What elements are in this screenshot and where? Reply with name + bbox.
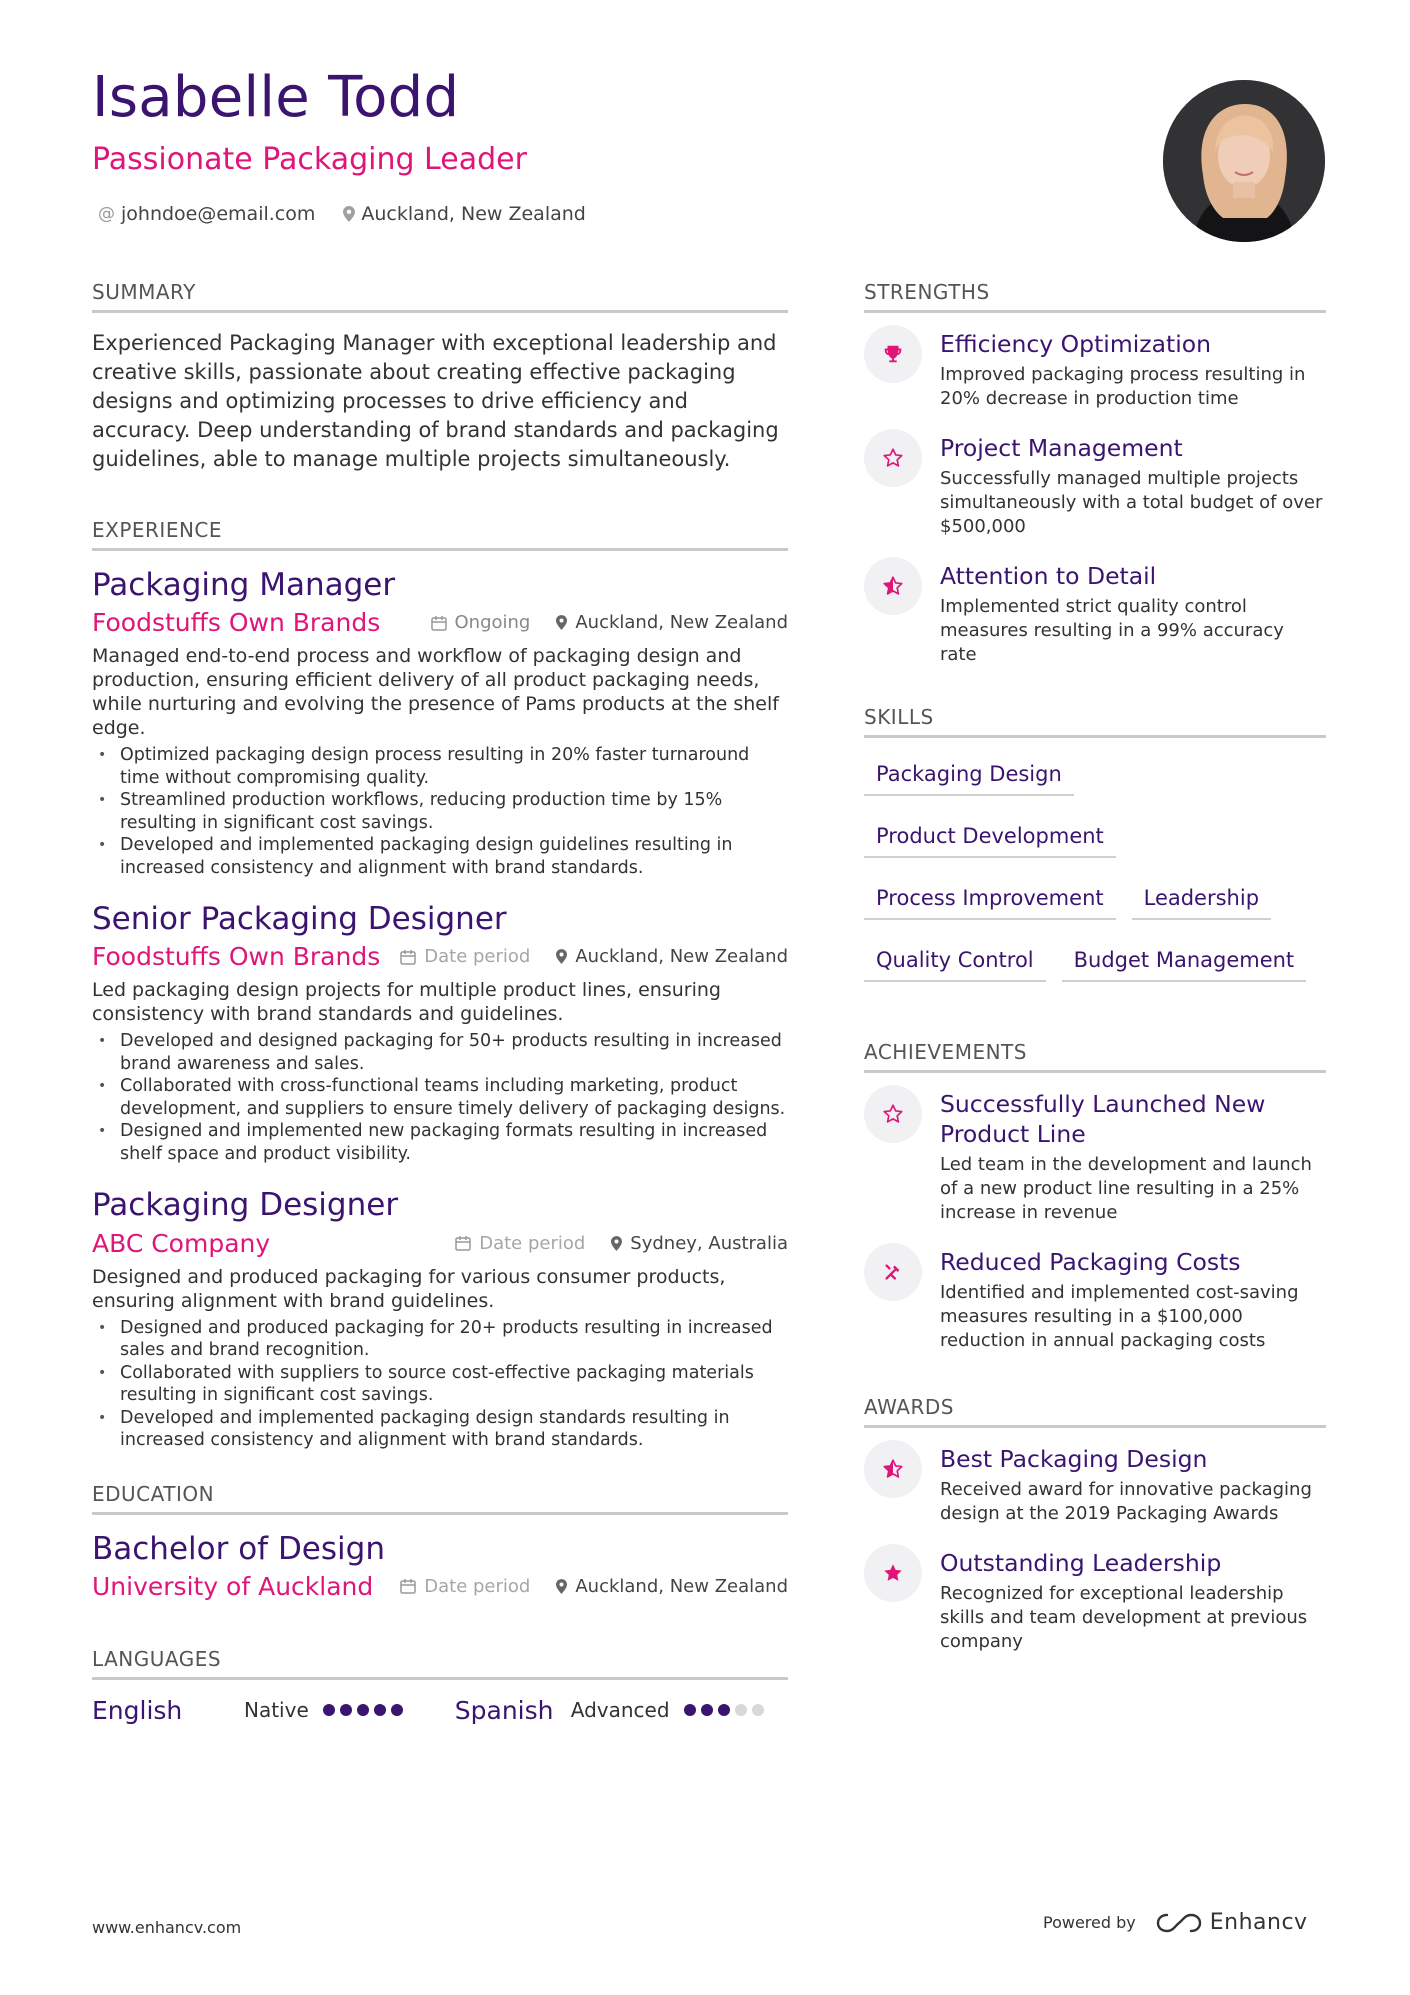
star-filled-icon <box>864 1544 922 1602</box>
rating-dot <box>374 1704 386 1716</box>
skills-section <box>864 705 1326 982</box>
email-text: johndoe@email.com <box>121 203 316 225</box>
language-level: Native <box>244 1698 309 1723</box>
company-name: Foodstuffs Own Brands <box>92 608 381 638</box>
job-date <box>431 612 531 633</box>
item-text <box>940 1444 1326 1526</box>
award-item <box>864 1548 1326 1654</box>
education-meta <box>92 1572 788 1601</box>
job-location-text: Auckland, New Zealand <box>575 946 788 968</box>
job-meta-right <box>455 1233 788 1254</box>
rating-dot <box>684 1704 696 1716</box>
language-level: Advanced <box>570 1698 670 1723</box>
achievements-list <box>864 1089 1326 1353</box>
job-bullet: • Collaborated with suppliers to source cost-effective packaging materials resulting in significant cost savings. <box>92 1362 788 1407</box>
experience-heading: EXPERIENCE <box>92 518 788 551</box>
language-name: English <box>92 1695 183 1725</box>
star-outline-icon <box>864 1085 922 1143</box>
language-name: Spanish <box>454 1695 554 1725</box>
awards-section <box>864 1395 1326 1654</box>
summary-section <box>92 280 788 474</box>
item-title: Successfully Launched New Product Line <box>940 1090 1266 1148</box>
item-title: Outstanding Leadership <box>940 1549 1222 1577</box>
company-name: Foodstuffs Own Brands <box>92 942 381 972</box>
contact-email[interactable] <box>98 203 315 225</box>
strength-item <box>864 433 1326 539</box>
achievements-section <box>864 1040 1326 1353</box>
item-title: Reduced Packaging Costs <box>940 1248 1241 1276</box>
skill-tag: Product Development <box>864 816 1116 858</box>
achievements-heading: ACHIEVEMENTS <box>864 1040 1326 1073</box>
item-description: Implemented strict quality control measures resulting in a 99% accuracy rate <box>940 596 1284 665</box>
language-item <box>92 1696 403 1725</box>
language-rating <box>684 1704 764 1716</box>
item-text <box>940 329 1326 411</box>
job-description: Managed end-to-end process and workflow of packaging design and production, ensuring efficient delivery of all product packaging needs, while nurturing and evolving the presence of Pams products at the shelf edge. <box>92 645 779 740</box>
item-title: Best Packaging Design <box>940 1445 1208 1473</box>
item-description: Improved packaging process resulting in 20% decrease in production time <box>940 364 1306 409</box>
award-item <box>864 1444 1326 1526</box>
at-icon: @ <box>98 204 115 224</box>
calendar-icon <box>431 615 447 631</box>
candidate-name: Isabelle Todd <box>92 65 460 130</box>
item-title: Efficiency Optimization <box>940 330 1211 358</box>
rating-dot <box>340 1704 352 1716</box>
skills-list <box>864 754 1326 982</box>
language-rating <box>323 1704 403 1716</box>
job-description: Led packaging design projects for multiple product lines, ensuring consistency with brand standards and guidelines. <box>92 979 721 1026</box>
job-bullet: • Developed and implemented packaging design standards resulting in increased consistency and alignment with brand standards. <box>92 1407 788 1452</box>
footer-website[interactable]: www.enhancv.com <box>92 1918 242 1937</box>
powered-by-text: Powered by <box>1043 1913 1136 1932</box>
job-description: Designed and produced packaging for various consumer products, ensuring alignment with brand guidelines. <box>92 1265 726 1312</box>
job-date-text: Ongoing <box>454 612 531 634</box>
skill-tag: Process Improvement <box>864 878 1116 920</box>
experience-entry <box>92 1187 788 1451</box>
calendar-icon <box>400 1578 416 1594</box>
awards-list <box>864 1444 1326 1654</box>
languages-list <box>92 1696 788 1725</box>
job-bullet: • Developed and designed packaging for 50+ products resulting in increased brand awareness and sales. <box>92 1030 788 1075</box>
skill-tag: Quality Control <box>864 940 1046 982</box>
job-bullet: • Streamlined production workflows, reducing production time by 15% resulting in significant cost savings. <box>92 789 788 834</box>
education-section <box>92 1482 788 1601</box>
avatar <box>1163 80 1325 242</box>
job-bullet: • Collaborated with cross-functional teams including marketing, product development, and suppliers to ensure timely delivery of packaging designs. <box>92 1075 788 1120</box>
footer-branding <box>1043 1910 1308 1935</box>
job-title: Senior Packaging Designer <box>92 901 507 938</box>
star-half-icon <box>864 557 922 615</box>
summary-text: Experienced Packaging Manager with exceptional leadership and creative skills, passionate about creating effective packaging designs and optimizing processes to drive efficiency and accuracy. Deep understanding of brand standards and packaging guidelines, able to manage multiple projects simultaneously. <box>92 331 779 471</box>
item-title: Project Management <box>940 434 1183 462</box>
item-text <box>940 1548 1326 1654</box>
job-meta <box>92 942 788 971</box>
enhancv-logo[interactable] <box>1156 1910 1308 1935</box>
experience-section <box>92 518 788 1452</box>
experience-entry <box>92 901 788 1165</box>
item-description: Recognized for exceptional leadership skills and team development at previous company <box>940 1583 1308 1652</box>
item-text <box>940 1247 1326 1353</box>
job-meta <box>92 608 788 637</box>
job-title: Packaging Designer <box>92 1187 399 1224</box>
item-description: Received award for innovative packaging design at the 2019 Packaging Awards <box>940 1479 1312 1524</box>
tools-icon <box>864 1243 922 1301</box>
strengths-list <box>864 329 1326 667</box>
enhancv-logo-icon <box>1156 1912 1202 1934</box>
job-meta <box>92 1229 788 1258</box>
job-location-text: Auckland, New Zealand <box>575 612 788 634</box>
item-description: Successfully managed multiple projects simultaneously with a total budget of over $500,000 <box>940 468 1323 537</box>
location-pin-icon <box>556 949 567 964</box>
location-pin-icon <box>556 1579 567 1594</box>
job-location <box>556 612 788 633</box>
location-pin-icon <box>343 206 355 222</box>
job-meta-right <box>431 612 789 633</box>
contact-info <box>98 203 586 225</box>
summary-heading: SUMMARY <box>92 280 788 313</box>
trophy-icon <box>864 325 922 383</box>
job-location <box>556 946 788 967</box>
job-bullets <box>92 1317 788 1452</box>
job-location <box>611 1233 788 1254</box>
skill-tag: Budget Management <box>1062 940 1307 982</box>
rating-dot <box>323 1704 335 1716</box>
strength-item <box>864 561 1326 667</box>
item-description: Led team in the development and launch of a new product line resulting in a 25% increase in revenue <box>940 1154 1312 1223</box>
skill-tag: Packaging Design <box>864 754 1074 796</box>
right-column <box>864 280 1326 1676</box>
rating-dot <box>752 1704 764 1716</box>
education-date: Date period <box>400 1576 530 1597</box>
calendar-icon <box>400 949 416 965</box>
location-pin-icon <box>611 1236 622 1251</box>
star-half-icon <box>864 1440 922 1498</box>
left-column <box>92 280 788 1725</box>
item-title: Attention to Detail <box>940 562 1157 590</box>
job-title: Packaging Manager <box>92 567 396 603</box>
language-item <box>455 1696 764 1725</box>
experience-entry <box>92 567 788 879</box>
company-name: ABC Company <box>92 1228 271 1258</box>
job-date <box>455 1233 585 1254</box>
education-location: Auckland, New Zealand <box>556 1576 788 1597</box>
job-location-text: Sydney, Australia <box>630 1232 788 1254</box>
rating-dot <box>735 1704 747 1716</box>
achievement-item <box>864 1089 1326 1225</box>
skill-tag: Leadership <box>1132 878 1271 920</box>
calendar-icon <box>455 1235 471 1251</box>
location-pin-icon <box>556 615 567 630</box>
job-date-text: Date period <box>479 1232 586 1254</box>
degree-title: Bachelor of Design <box>92 1530 385 1567</box>
candidate-tagline: Passionate Packaging Leader <box>92 142 527 177</box>
rating-dot <box>701 1704 713 1716</box>
languages-section <box>92 1647 788 1725</box>
job-bullet: • Designed and produced packaging for 20+ products resulting in increased sales and brand recognition. <box>92 1317 788 1362</box>
contact-location <box>343 203 585 225</box>
item-text <box>940 561 1326 667</box>
job-date-text: Date period <box>424 946 531 968</box>
job-bullet: • Optimized packaging design process resulting in 20% faster turnaround time without compromising quality. <box>92 744 788 789</box>
education-heading: EDUCATION <box>92 1482 788 1515</box>
achievement-item <box>864 1247 1326 1353</box>
item-text <box>940 1089 1326 1225</box>
job-bullet: • Designed and implemented new packaging formats resulting in increased shelf space and product visibility. <box>92 1120 788 1165</box>
enhancv-brand-text: Enhancv <box>1209 1910 1308 1935</box>
rating-dot <box>718 1704 730 1716</box>
rating-dot <box>357 1704 369 1716</box>
languages-heading: LANGUAGES <box>92 1647 788 1680</box>
strengths-section <box>864 280 1326 667</box>
item-description: Identified and implemented cost-saving measures resulting in a $100,000 reduction in annual packaging costs <box>940 1282 1299 1351</box>
school-name: University of Auckland <box>92 1571 374 1601</box>
rating-dot <box>391 1704 403 1716</box>
job-bullets <box>92 744 788 879</box>
strength-item <box>864 329 1326 411</box>
job-date <box>400 946 530 967</box>
job-bullet: • Developed and implemented packaging design guidelines resulting in increased consistency and alignment with brand standards. <box>92 834 788 879</box>
strengths-heading: STRENGTHS <box>864 280 1326 313</box>
job-bullets <box>92 1030 788 1165</box>
skills-heading: SKILLS <box>864 705 1326 738</box>
item-text <box>940 433 1326 539</box>
awards-heading: AWARDS <box>864 1395 1326 1428</box>
star-outline-icon <box>864 429 922 487</box>
location-text: Auckland, New Zealand <box>361 203 586 225</box>
job-meta-right <box>400 946 788 967</box>
